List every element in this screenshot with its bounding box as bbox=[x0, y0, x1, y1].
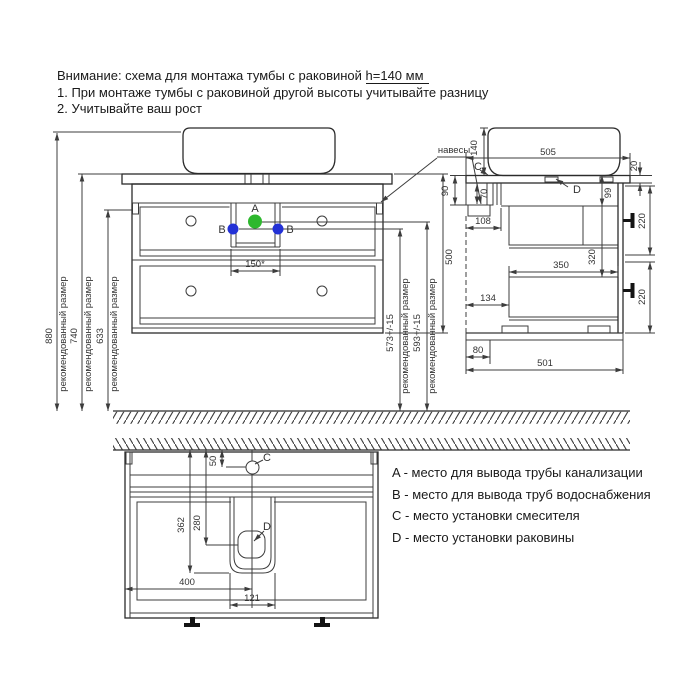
dim-20: 20 bbox=[629, 160, 640, 172]
wall-bracket-hook bbox=[468, 205, 490, 216]
dim-320: 320 bbox=[587, 249, 598, 265]
dim-280: 280 bbox=[192, 515, 203, 531]
label-a: A bbox=[251, 203, 259, 215]
wall-hatch bbox=[113, 438, 630, 450]
dim-50: 50 bbox=[208, 455, 219, 467]
label-b-right: B bbox=[286, 224, 294, 236]
warning-line-2: 1. При монтаже тумбы с раковиной другой высоты учитывайте разницу bbox=[57, 84, 489, 100]
point-b-water-right bbox=[273, 224, 284, 235]
dim-573: 573+/-15 bbox=[385, 314, 396, 352]
drawer-handle bbox=[623, 213, 635, 228]
plinth-side bbox=[466, 333, 623, 340]
legend-item-b: B - место для вывода труб водоснабжения bbox=[392, 486, 651, 502]
dim-501: 501 bbox=[537, 358, 553, 369]
dim-633-note: рекомендованный размер bbox=[109, 276, 120, 392]
floor-hatch bbox=[113, 412, 630, 424]
hanger-mark-left bbox=[133, 203, 139, 214]
dim-633: 633 bbox=[95, 328, 106, 344]
legend bbox=[392, 462, 651, 548]
dim-362: 362 bbox=[176, 517, 187, 533]
dim-134: 134 bbox=[480, 293, 496, 304]
knob-hole bbox=[186, 216, 196, 226]
sink-front-outline bbox=[183, 128, 335, 174]
knob-hole bbox=[317, 286, 327, 296]
knob-hole bbox=[186, 286, 196, 296]
label-c-top: C bbox=[263, 452, 271, 464]
dim-880: 880 bbox=[44, 328, 55, 344]
dim-80: 80 bbox=[472, 345, 484, 356]
dim-573-note: рекомендованный размер bbox=[400, 278, 411, 394]
legend-item-d: D - место установки раковины bbox=[392, 529, 575, 545]
hanger-mark-right bbox=[371, 452, 377, 464]
dim-500: 500 bbox=[444, 249, 455, 265]
hanger-mark-left bbox=[126, 452, 132, 464]
dim-350: 350 bbox=[553, 260, 569, 271]
dim-90: 90 bbox=[440, 185, 451, 197]
dim-70: 70 bbox=[479, 188, 490, 200]
point-a-drain bbox=[248, 215, 262, 229]
label-c-side: C bbox=[474, 161, 482, 173]
dim-220-top: 220 bbox=[637, 213, 648, 229]
countertop-front bbox=[122, 174, 392, 184]
label-b-left: B bbox=[218, 224, 226, 236]
dim-740: 740 bbox=[69, 328, 80, 344]
warning-line-3: 2. Учитывайте ваш рост bbox=[57, 101, 202, 116]
dim-121: 121 bbox=[244, 593, 260, 604]
point-b-water-left bbox=[228, 224, 239, 235]
dim-140: 140 bbox=[469, 140, 480, 156]
dim-593-note: рекомендованный размер bbox=[427, 278, 438, 394]
basin-height-value: h=140 мм bbox=[366, 68, 429, 84]
dim-99: 99 bbox=[603, 187, 614, 199]
dim-400: 400 bbox=[179, 577, 195, 588]
legend-item-c: C - место установки смесителя bbox=[392, 508, 580, 523]
dim-505: 505 bbox=[540, 147, 556, 158]
label-d-side: D bbox=[573, 184, 581, 196]
dim-220-bottom: 220 bbox=[637, 289, 648, 305]
drawer-handle bbox=[623, 283, 635, 298]
front-view bbox=[44, 128, 630, 424]
dim-880-note: рекомендованный размер bbox=[58, 276, 69, 392]
drawer-bottom-front bbox=[140, 266, 375, 324]
dim-150: 150* bbox=[245, 259, 265, 270]
legend-item-a: A - место для вывода трубы канализации bbox=[392, 465, 643, 480]
hanger-mark-right bbox=[377, 203, 383, 214]
dim-740-note: рекомендованный размер bbox=[83, 276, 94, 392]
label-d-top: D bbox=[263, 521, 271, 533]
drawer-bottom-side bbox=[509, 277, 618, 317]
dim-593: 593+/-15 bbox=[412, 314, 423, 352]
warning-line-1-prefix: Внимание: схема для монтажа тумбы с раковиной bbox=[57, 68, 366, 83]
dim-108: 108 bbox=[475, 216, 491, 227]
knob-hole bbox=[317, 216, 327, 226]
side-view bbox=[437, 128, 655, 374]
hangers-label: навесы bbox=[437, 145, 471, 156]
